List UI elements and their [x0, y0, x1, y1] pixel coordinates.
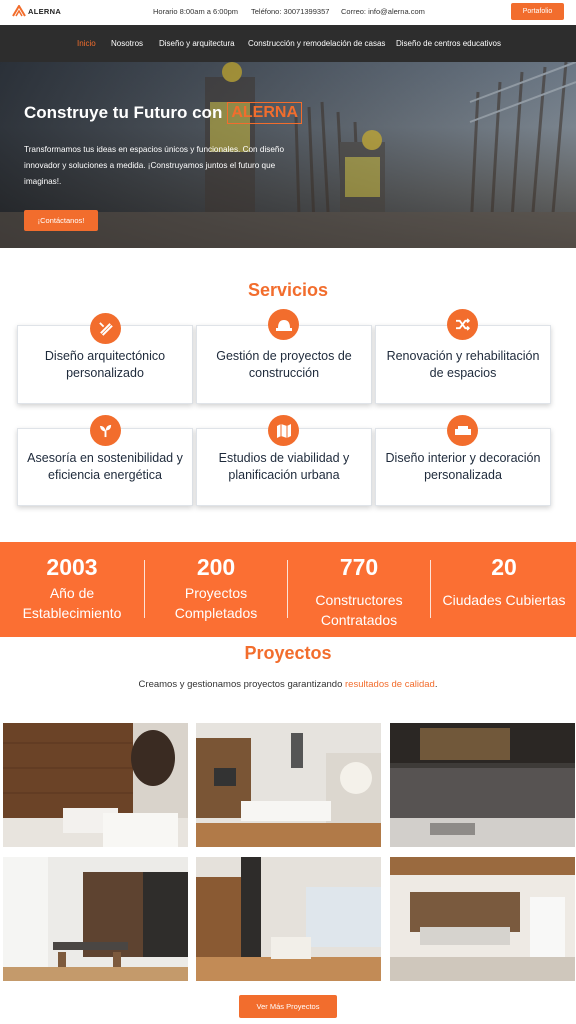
stat-block: [432, 542, 576, 610]
map-icon: [268, 415, 299, 446]
phone-text: Teléfono: 30071399357: [251, 7, 330, 16]
stats-band: [0, 542, 576, 637]
stat-number: 2003: [46, 554, 98, 580]
service-label: Asesoría en sostenibilidad y eficiencia energética: [27, 451, 183, 482]
service-label: Gestión de proyectos de construcción: [216, 348, 352, 380]
service-label: Diseño arquitectónico personalizado: [44, 348, 166, 380]
project-image[interactable]: [196, 723, 381, 847]
projects-subtitle-prefix: Creamos y gestionamos proyectos garantizando: [138, 679, 346, 690]
stat-label: Constructores Contratados: [315, 592, 403, 628]
email-text: Correo: info@alerna.com: [341, 7, 425, 16]
stat-number: 200: [196, 554, 236, 580]
stat-label: Año de Establecimiento: [22, 585, 122, 621]
project-image[interactable]: [3, 723, 188, 847]
nav-item-nosotros[interactable]: Nosotros: [111, 39, 144, 48]
nav-item-diseno-arquitectura[interactable]: Diseño y arquitectura: [159, 39, 235, 48]
portfolio-button[interactable]: Portafolio: [511, 3, 564, 20]
projects-subtitle-suffix: .: [434, 679, 438, 690]
logo[interactable]: [12, 5, 61, 17]
project-image[interactable]: [3, 857, 188, 981]
stat-number: 770: [339, 554, 379, 580]
shuffle-icon: [447, 309, 478, 340]
nav-item-construccion[interactable]: Construcción y remodelación de casas: [248, 39, 386, 48]
logo-text: ALERNA: [28, 6, 62, 16]
stat-block: [287, 542, 431, 630]
seedling-icon: [90, 415, 121, 446]
stat-label: Proyectos Completados: [174, 585, 258, 621]
stat-block: [144, 542, 288, 623]
nav-item-inicio[interactable]: Inicio: [77, 39, 96, 48]
hero-title: [24, 102, 302, 124]
stat-number: 20: [491, 554, 517, 580]
project-image[interactable]: [196, 857, 381, 981]
top-bar: [0, 0, 576, 25]
hero-title-text: Construye tu Futuro con: [24, 103, 223, 122]
stat-divider: [430, 560, 431, 618]
schedule-text: Horario 8:00am a 6:00pm: [153, 7, 239, 16]
stat-label: Ciudades Cubiertas: [442, 592, 566, 608]
more-projects-button[interactable]: Ver Más Proyectos: [239, 995, 337, 1018]
hero-brand-badge: ALERNA: [227, 102, 302, 124]
hard-hat-icon: [268, 309, 299, 340]
main-nav: [0, 25, 576, 62]
projects-subtitle: [0, 679, 576, 690]
project-image[interactable]: [390, 857, 575, 981]
service-label: Diseño interior y decoración personalizada: [385, 451, 541, 482]
hero-banner: [0, 62, 576, 248]
hero-description: Transformamos tus ideas en espacios únicos y funcionales. Con diseño innovador y soluciones a medida. ¡Construyamos juntos el futuro que imaginas!.: [24, 145, 285, 186]
service-label: Renovación y rehabilitación de espacios: [386, 348, 540, 380]
projects-title: Proyectos: [244, 643, 332, 663]
projects-subtitle-highlight: resultados de calidad: [345, 679, 435, 690]
nav-item-centros-educativos[interactable]: Diseño de centros educativos: [396, 39, 501, 48]
logo-mark-icon: [12, 5, 26, 17]
services-title: Servicios: [247, 280, 329, 300]
couch-icon: [447, 415, 478, 446]
contact-button[interactable]: ¡Contáctanos!: [24, 210, 98, 231]
pencil-ruler-icon: [90, 313, 121, 344]
project-image[interactable]: [390, 723, 575, 847]
service-label: Estudios de viabilidad y planificación urbana: [218, 451, 350, 482]
stat-block: [0, 542, 144, 623]
